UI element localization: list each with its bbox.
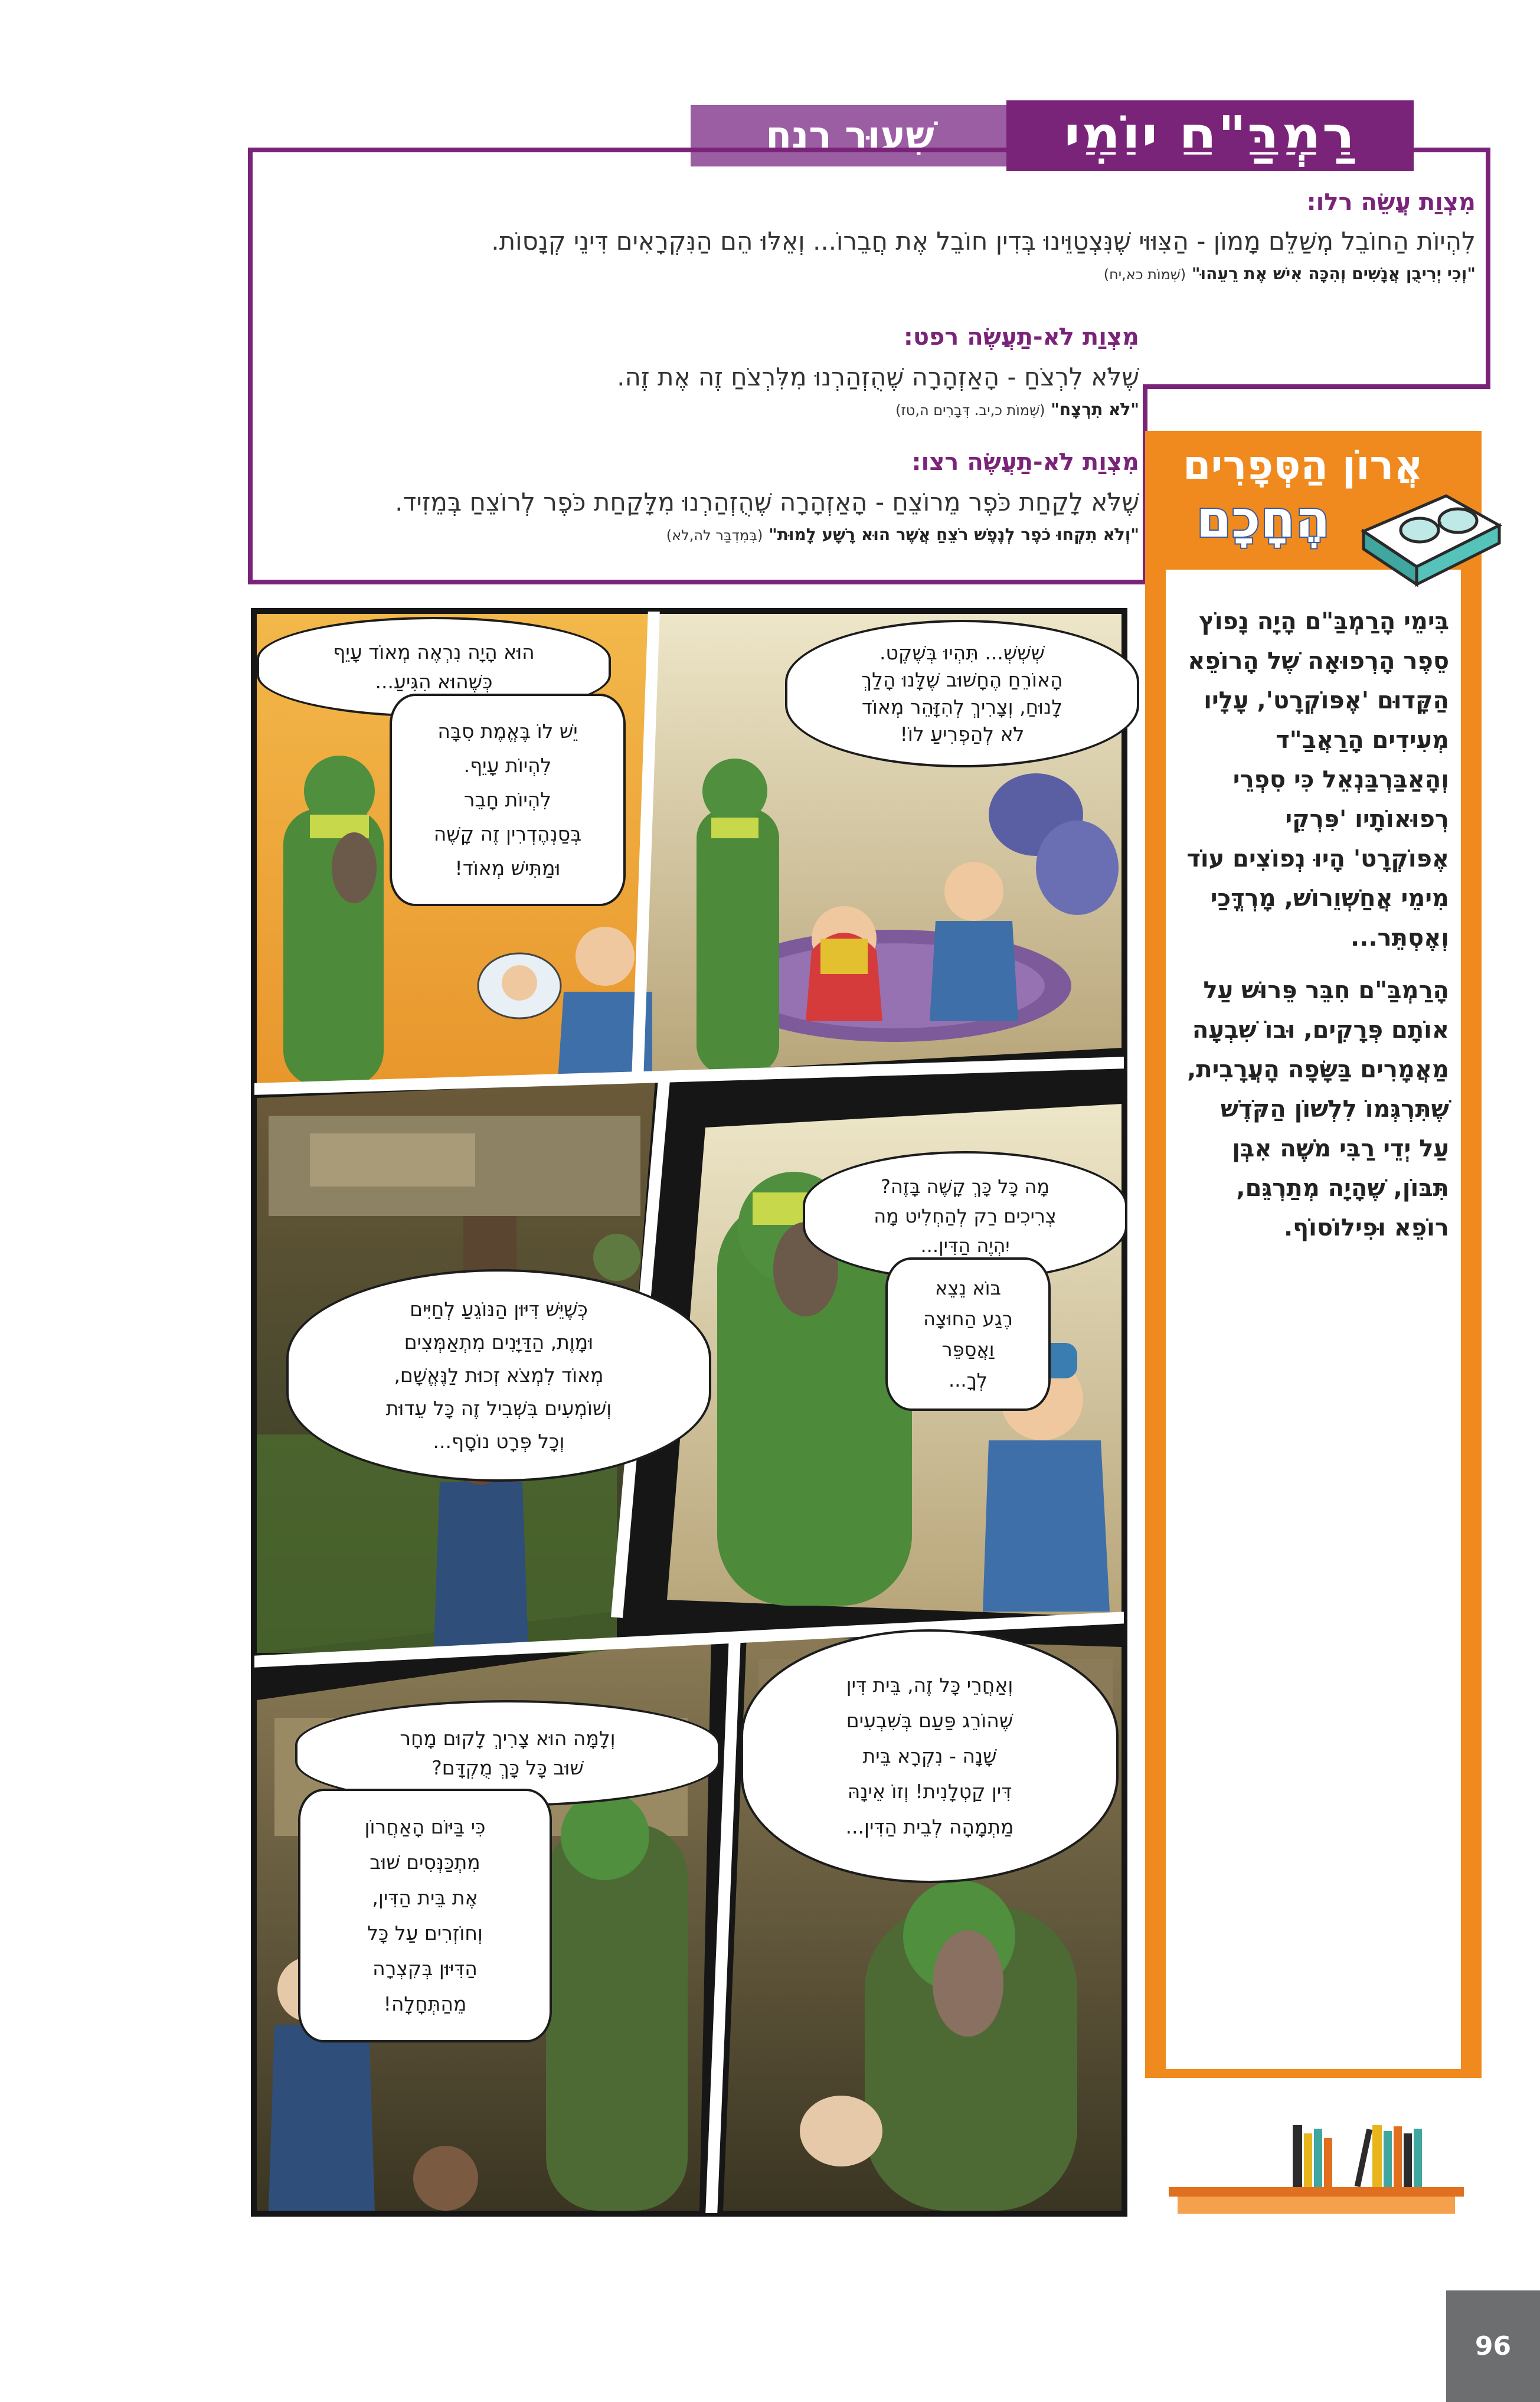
verse-source: (שְׁמוֹת כ,יב. דְּבָרִים ה,טז) <box>895 402 1045 419</box>
speech-bubble <box>885 1257 1051 1411</box>
bubble-line: וְאַחֲרֵי כָּל זֶה, בֵּית דִּין <box>846 1674 1013 1697</box>
bubble-line: יִהְיֶה הַדִּין... <box>920 1234 1010 1257</box>
speech-bubble <box>390 694 626 906</box>
bubble-line: מַתְמָהָה לְבֵית הַדִּין... <box>845 1815 1014 1838</box>
mitzvah-aseh-236 <box>272 189 1476 283</box>
bubble-line: כְּשֶׁהוּא הִגִּיעַ... <box>375 670 493 693</box>
bubble-line: לָנוּחַ, וְצָרִיךְ לְהִזָּהֵר מְאוֹד <box>861 695 1063 718</box>
sidebar-text <box>1183 602 1449 1261</box>
bubble-line: מְאוֹד לִמְצֹא זְכוּת לַנֶּאֱשָׁם, <box>394 1364 604 1387</box>
sidebar-paragraph: בִּימֵי הָרַמְבַּ"ם הָיָה נָפוֹץ סֵפֶר הָרְפוּאָה שֶׁל הָרוֹפֵא הַקָּדוּם 'אֶפּוֹקְרָט', עָלָיו מְעִידִים הָרַאֲבַ"ד וְהָאַבַּרְבַּנְאֵל כִּי סִפְרֵי רְפוּאוֹתָיו 'פִּרְקֵי אֶפּוֹקְרָט' הָיוּ נְפוֹצִים עוֹד מִימֵי אֲחַשְׁוֵרוֹשׁ, מָרְדֳּכַי וְאֶסְתֵּר... <box>1186 608 1449 952</box>
speech-bubble <box>298 1789 552 2042</box>
bubble-line: הָאוֹרֵחַ הֶחָשׁוּב שֶׁלָּנוּ הָלַךְ <box>861 668 1063 691</box>
bubble-line: כְּשֶׁיֵּשׁ דִּיּוּן הַנּוֹגֵעַ לְחַיִּים <box>410 1298 588 1321</box>
verse-text: "וְלֹא תִקְחוּ כֹפֶר לְנֶפֶשׁ רֹצֵחַ אֲשֶׁר הוּא רָשָׁע לָמוּת" <box>769 525 1139 544</box>
speech-bubble <box>785 620 1139 767</box>
sidebar-subtitle: הֶחָכָם <box>1196 490 1330 549</box>
bubble-line: וְכָל פְּרָט נוֹסָף... <box>433 1430 565 1453</box>
bubble-line: הַדִּיּוּן בְּקִצְרָה <box>372 1957 478 1980</box>
bubble-line: וּמַתִּישׁ מְאוֹד! <box>455 857 561 880</box>
bubble-line: בּוֹא נֵצֵא <box>935 1277 1001 1299</box>
verse-text: "וְכִי יְרִיבֻן אֲנָשִׁים וְהִכָּה אִישׁ אֶת רֵעֵהוּ" <box>1191 264 1476 283</box>
bubble-line: דִּין קַטְלָנִית! וְזוֹ אֵינָהּ <box>847 1780 1012 1803</box>
bubble-line: שְׁשְׁשְׁ... תִּהְיוּ בְּשֶׁקֶט. <box>879 641 1045 664</box>
bubble-line: אֶת בֵּית הַדִּין, <box>372 1886 478 1909</box>
mitzvah-verse <box>272 525 1139 544</box>
mitzvah-heading: מִצְוַת עֲשֵׂה רלו: <box>1306 189 1476 216</box>
bubble-line: וְשׁוֹמְעִים בִּשְׁבִיל זֶה כָּל עֵדוּת <box>385 1397 612 1420</box>
bubble-line: שָׁנָה - נִקְרָא בֵּית <box>862 1744 997 1767</box>
mitzvah-heading: מִצְוַת לֹא-תַעֲשֶׂה רצו: <box>911 449 1139 476</box>
page-number: 96 <box>1474 2331 1512 2361</box>
bubble-line: מִתְכַּנְּסִים שׁוּב <box>370 1851 480 1874</box>
sidebar-paragraph: הָרַמְבַּ"ם חִבֵּר פֵּרוּשׁ עַל אוֹתָם פְּרָקִים, וּבוֹ שִׁבְעָה מַאֲמָרִים בַּשָּׂפָה הָעֲרָבִית, שֶׁתִּרְגְּמוֹ לִלְשׁוֹן הַקֹּדֶשׁ עַל יְדֵי רַבִּי מֹשֶׁה אִבְּן תִּבּוֹן, שֶׁהָיָה מְתַרְגֵּם, רוֹפֵא וּפִילוֹסוֹף. <box>1187 977 1449 1241</box>
bubble-line: רֶגַע הַחוּצָה <box>923 1308 1013 1330</box>
sidebar-title: אֲרוֹן הַסְּפָרִים <box>1183 442 1423 489</box>
bubble-line: לֹא לְהַפְרִיעַ לוֹ! <box>900 723 1025 746</box>
bubble-line: כִּי בַּיּוֹם הָאַחֲרוֹן <box>364 1815 486 1838</box>
bubble-line: וַאֲסַפֵּר <box>941 1338 995 1361</box>
bubble-line: צְרִיכִים רַק לְהַחְלִיט מָה <box>874 1205 1057 1227</box>
verse-source: (שְׁמוֹת כא,יח) <box>1103 266 1186 283</box>
bubble-line: לִהְיוֹת עָיֵף. <box>463 754 552 777</box>
bubble-line: מֵהַתְּחָלָה! <box>383 1992 467 2015</box>
mitzvah-text: שֶׁלֹּא לִרְצֹחַ - הָאַזְהָרָה שֶׁהֻזְהַרְנוּ מִלִּרְצֹחַ זֶה אֶת זֶה. <box>617 362 1139 391</box>
book-glasses-icon <box>1358 484 1505 590</box>
speech-bubble <box>741 1629 1119 1883</box>
bubble-line: וְלָמָּה הוּא צָרִיךְ לָקוּם מָחָר <box>400 1727 616 1750</box>
bubble-line: שׁוּב כָּל כָּךְ מֻקְדָּם? <box>431 1756 584 1779</box>
bubble-line: יֵשׁ לוֹ בֶּאֱמֶת סִבָּה <box>437 720 578 743</box>
bubble-line: בְּסַנְהֶדְרִין זֶה קָשֶׁה <box>433 822 582 845</box>
mitzvah-text: שֶׁלֹּא לָקַחַת כֹּפֶר מֵרוֹצֵחַ - הָאַזְהָרָה שֶׁהֻזְהַרְנוּ מִלָּקַחַת כֹּפֶר לְרוֹצֵחַ בְּמֵזִיד. <box>395 488 1139 517</box>
mitzvah-heading: מִצְוַת לֹא-תַעֲשֶׂה רפט: <box>903 323 1139 351</box>
bubble-line: שֶׁהוֹרֵג פַּעַם בְּשִׁבְעִים <box>846 1709 1013 1732</box>
lesson-number: שִׁעוּר רנח <box>766 114 934 158</box>
bubble-line: לִהְיוֹת חָבֵר <box>463 788 552 811</box>
mitzvah-lo-taaseh-296 <box>272 449 1139 544</box>
page-title: רַמְבַּ"ם יוֹמִי <box>1064 104 1356 168</box>
bubble-line: לְךָ... <box>949 1369 988 1391</box>
bubble-line: מָה כָּל כָּךְ קָשֶׁה בָּזֶה? <box>880 1175 1050 1198</box>
verse-text: "לֹא תִרְצָח" <box>1051 400 1139 419</box>
mitzvah-text: לִהְיוֹת הַחוֹבֵל מְשַׁלֵּם מָמוֹן - הַצִּוּוּי שֶׁנִּצְטַוֵּינוּ בְּדִין חוֹבֵל אֶת חֲבֵרוֹ... וְאֵלּוּ הֵם הַנִּקְרָאִים דִּינֵי קְנָסוֹת. <box>491 227 1476 256</box>
bookshelf-illustration <box>1166 2125 1470 2214</box>
bubble-line: וּמָוֶת, הַדַּיָּנִים מִתְאַמְּצִים <box>404 1331 594 1354</box>
verse-source: (בְּמִדְבַּר לה,לא) <box>666 527 763 544</box>
mitzvah-lo-taaseh-289 <box>272 323 1139 419</box>
speech-bubble <box>286 1269 711 1482</box>
mitzvah-verse <box>272 400 1139 419</box>
bubble-line: הוּא הָיָה נִרְאֶה מְאוֹד עָיֵף <box>333 640 535 664</box>
bubble-line: וְחוֹזְרִים עַל כָּל <box>367 1921 483 1945</box>
mitzvah-verse <box>272 264 1476 283</box>
